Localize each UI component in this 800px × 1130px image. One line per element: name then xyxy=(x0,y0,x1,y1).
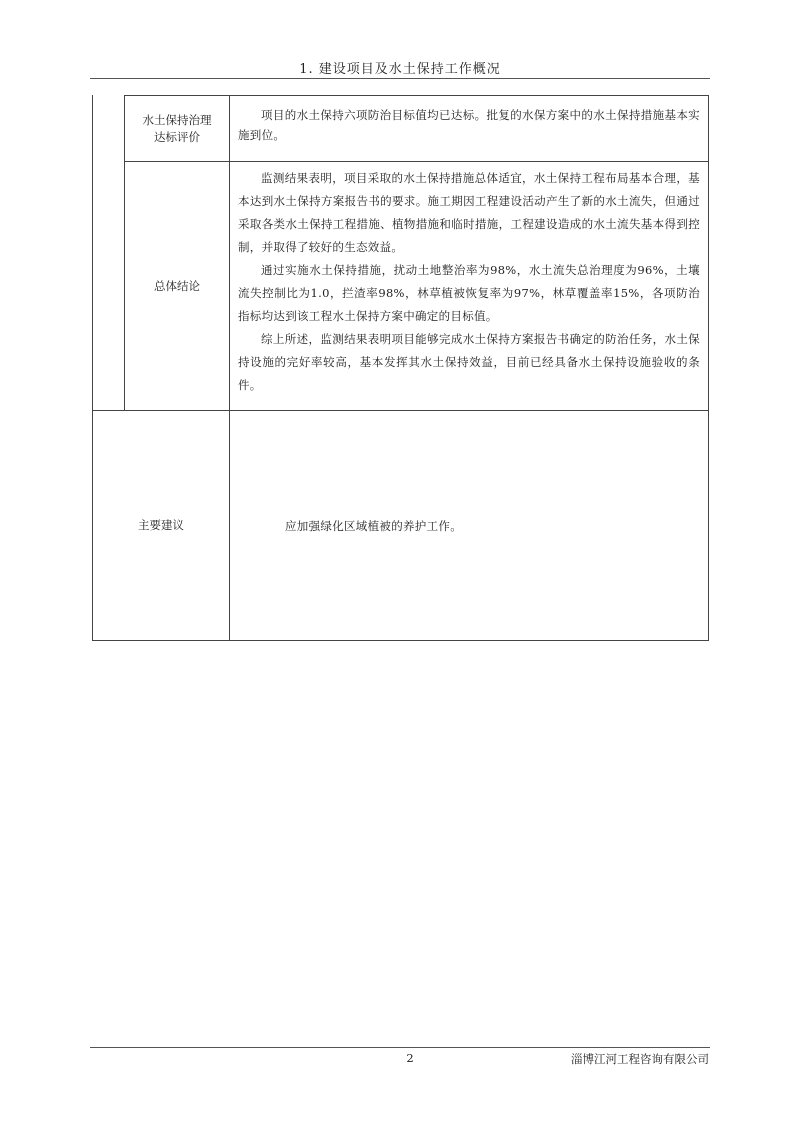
footer-company-name: 淄博江河工程咨询有限公司 xyxy=(571,1052,709,1066)
conclusion-paragraph-3: 综上所述，监测结果表明项目能够完成水土保持方案报告书确定的防治任务，水土保持设施的完好率较高，基本发挥其水土保持效益，目前已经具备水土保持设施验收的条件。 xyxy=(238,332,700,392)
label-content-divider xyxy=(229,95,230,640)
conclusion-label-text: 总体结论 xyxy=(154,278,200,293)
row-label-compliance-evaluation xyxy=(125,96,229,161)
row-label-main-suggestions xyxy=(93,411,229,640)
suggestions-paragraph: 应加强绿化区域植被的养护工作。 xyxy=(285,519,462,533)
conclusion-paragraph-2: 通过实施水土保持措施，扰动土地整治率为98%，水土流失总治理度为96%，土壤流失控制比为1.0，拦渣率98%，林草植被恢复率为97%，林草覆盖率15%，各项防治指标均达到该工程水土保持方案中确定的目标值。 xyxy=(238,263,700,323)
row-content-main-suggestions xyxy=(262,515,692,538)
footer-divider xyxy=(90,1047,710,1048)
row-content-compliance-evaluation xyxy=(238,105,700,145)
page-number: 2 xyxy=(406,1051,414,1065)
table-border-bottom xyxy=(92,640,709,641)
row-content-overall-conclusion xyxy=(238,167,700,397)
page-header-title: 1. 建设项目及水土保持工作概况 xyxy=(299,62,501,77)
compliance-label-text: 水土保持治理达标评价 xyxy=(142,112,212,144)
compliance-paragraph: 项目的水土保持六项防治目标值均已达标。批复的水保方案中的水土保持措施基本实施到位。 xyxy=(238,108,700,142)
table-border-right xyxy=(708,95,709,640)
suggestions-label-text: 主要建议 xyxy=(138,518,184,532)
conclusion-paragraph-1: 监测结果表明，项目采取的水土保持措施总体适宜，水土保持工程布局基本合理，基本达到水土保持方案报告书的要求。施工期因工程建设活动产生了新的水土流失，但通过采取各类水土保持工程措施、植物措施和临时措施，工程建设造成的水土流失基本得到控制，并取得了较好的生态效益。 xyxy=(238,171,700,254)
row-label-overall-conclusion xyxy=(125,162,229,410)
